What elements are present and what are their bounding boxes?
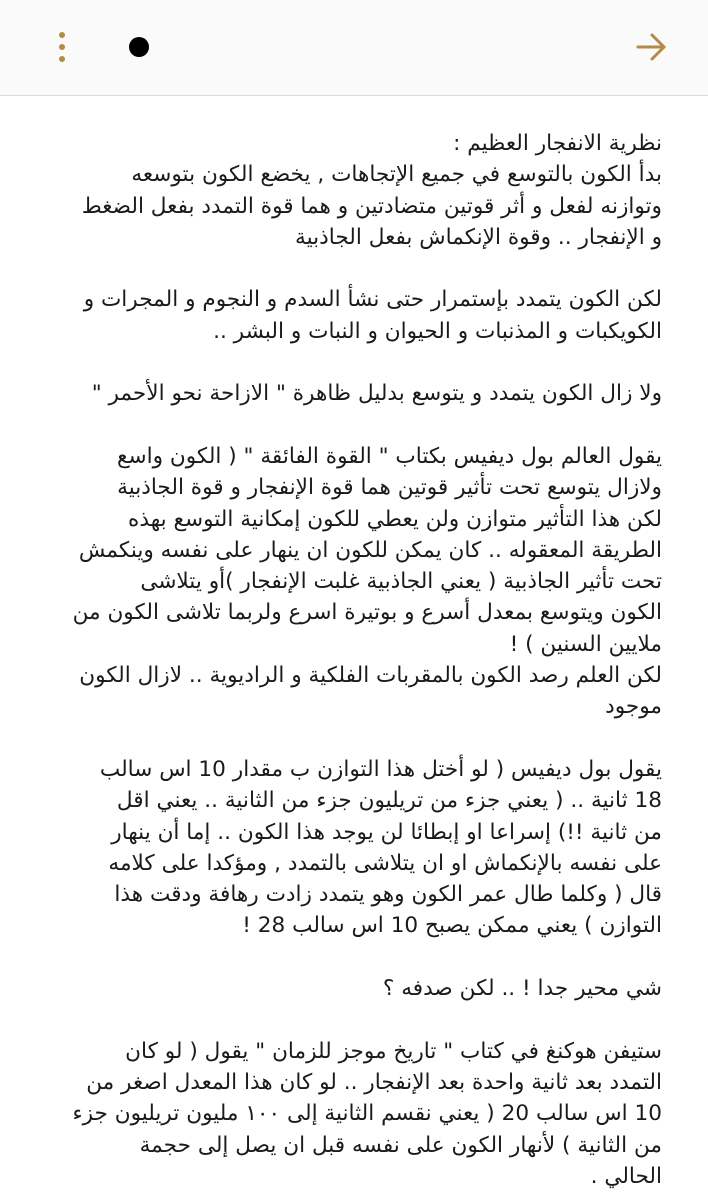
article-line: الكون ويتوسع بمعدل أسرع و بوتيرة اسرع ولربما تلاشى الكون من	[72, 600, 662, 626]
more-vert-icon-dot	[59, 44, 65, 50]
record-dot-icon	[129, 37, 149, 57]
paragraph-spacer	[58, 347, 662, 378]
article-line: لكن هذا التأثير متوازن ولن يعطي للكون إمكانية التوسع بهذه	[128, 506, 662, 532]
article-line: ملايين السنين ) !	[509, 631, 662, 657]
article-line: من الثانية ) لأنهار الكون على نفسه قبل ان يصل إلى حجمة	[139, 1132, 662, 1158]
article-line: 10 اس سالب 20 ( يعني نقسم الثانية إلى ١٠٠ مليون تريليون جزء	[72, 1101, 662, 1127]
article-line: 18 ثانية .. ( يعني جزء من تريليون جزء من الثانية .. يعني اقل	[116, 788, 662, 814]
paragraph-spacer	[58, 723, 662, 754]
paragraph-spacer	[58, 410, 662, 441]
arrow-right-icon	[632, 28, 672, 68]
article-line: نظرية الانفجار العظيم :	[453, 131, 662, 156]
article-line: تحت تأثير الجاذبية ( يعني الجاذبية غلبت الإنفجار )أو يتلاشى	[140, 569, 662, 595]
article-line: على نفسه بالإنكماش او ان يتلاشى بالتمدد , ومؤكدا على كلامه	[108, 850, 662, 876]
article-line: بدأ الكون بالتوسع في جميع الإتجاهات , يخضع الكون بتوسعه	[131, 162, 662, 188]
article-line: لكن الكون يتمدد بإستمرار حتى نشأ السدم و النجوم و المجرات و	[83, 287, 662, 313]
paragraph-spacer	[58, 253, 662, 284]
article-line: ولازال يتوسع تحت تأثير قوتين هما قوة الإنفجار و قوة الجاذبية	[117, 475, 662, 501]
article-line: التوازن ) يعني ممكن يصبح 10 اس سالب 28 !	[242, 913, 662, 939]
top-toolbar	[0, 0, 708, 96]
article-line: يقول العالم بول ديفيس بكتاب " القوة الفائقة " ( الكون واسع	[117, 443, 662, 469]
paragraph-spacer	[58, 1004, 662, 1035]
article-line: وتوازنه لفعل و أثر قوتين متضادتين و هما قوة التمدد بفعل الضغط	[81, 193, 662, 219]
article-line: التمدد بعد ثانية واحدة بعد الإنفجار .. لو كان هذا المعدل اصغر من	[86, 1069, 662, 1095]
paragraph-spacer	[58, 942, 662, 973]
article-line: ولا زال الكون يتمدد و يتوسع بدليل ظاهرة " الازاحة نحو الأحمر "	[91, 381, 662, 407]
article-line: الطريقة المعقوله .. كان يمكن للكون ان ينهار على نفسه وينكمش	[78, 537, 662, 563]
article-line: من ثانية !!) إسراعا او إبطائا لن يوجد هذا الكون .. إما أن ينهار	[111, 819, 662, 845]
article-line: و الإنفجار .. وقوة الإنكماش بفعل الجاذبية	[295, 224, 662, 250]
article-line: ستيفن هوكنغ في كتاب " تاريخ موجز للزمان " يقول ( لو كان	[125, 1038, 662, 1064]
back-button[interactable]	[632, 28, 672, 68]
article-line: موجود	[605, 694, 662, 720]
more-vert-icon	[59, 32, 65, 38]
more-options-button[interactable]	[44, 24, 80, 70]
article-body	[58, 128, 662, 1192]
article-line: قال ( وكلما طال عمر الكون وهو يتمدد زادت رهافة ودقت هذا	[114, 882, 662, 908]
more-vert-icon-dot	[59, 56, 65, 62]
article-line: الحالي .	[590, 1163, 662, 1189]
article-line: يقول بول ديفيس ( لو أختل هذا التوازن ب مقدار 10 اس سالب	[99, 756, 662, 782]
article-line: شي محير جدا ! .. لكن صدفه ؟	[382, 976, 662, 1002]
article-line: الكويكبات و المذنبات و الحيوان و النبات و البشر ..	[213, 318, 662, 344]
article-line: لكن العلم رصد الكون بالمقربات الفلكية و الراديوية .. لازال الكون	[79, 663, 662, 689]
